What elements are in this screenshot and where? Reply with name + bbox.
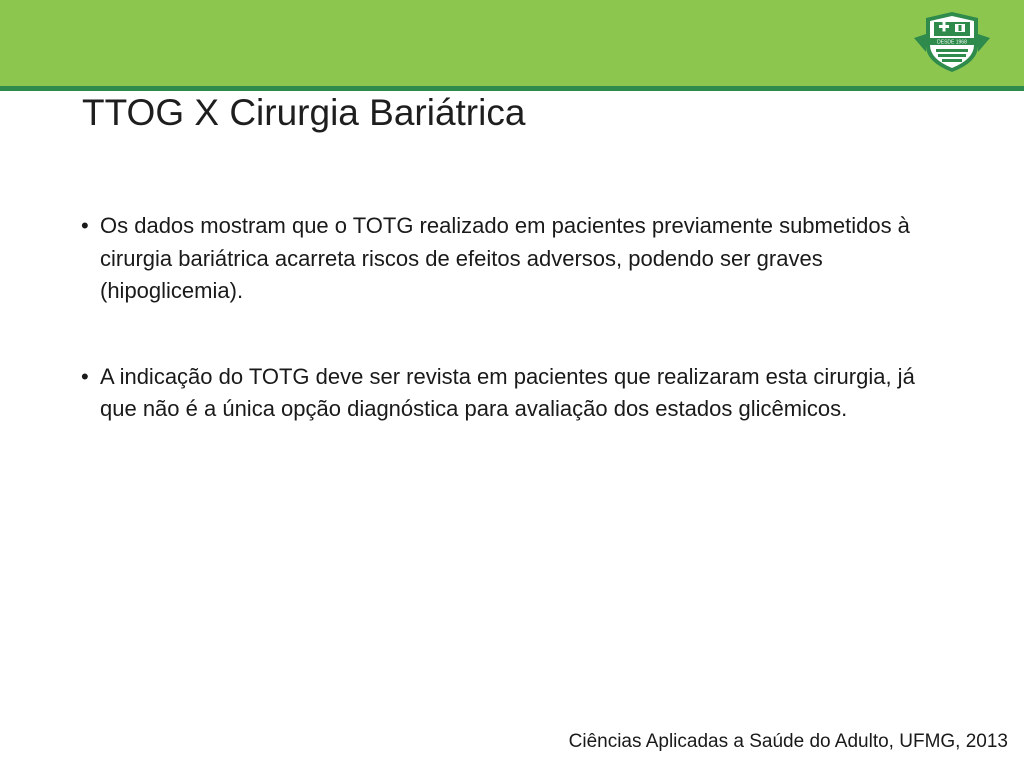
- logo-text: DESDE 1968: [937, 39, 967, 46]
- bullet-text: Os dados mostram que o TOTG realizado em pacientes previamente submetidos à cirurgia bariátrica acarreta riscos de efeitos adversos, podendo ser graves (hipoglicemia).: [100, 213, 910, 303]
- slide-title: TTOG X Cirurgia Bariátrica: [82, 92, 526, 133]
- slide-footer: Ciências Aplicadas a Saúde do Adulto, UFMG, 2013: [568, 731, 1008, 752]
- bullet-item: [78, 210, 938, 308]
- bullet-text: A indicação do TOTG deve ser revista em pacientes que realizaram esta cirurgia, já que não é a única opção diagnóstica para avaliação dos estados glicêmicos.: [100, 363, 915, 421]
- bullet-marker: •: [81, 213, 89, 238]
- bullet-list: [78, 210, 938, 479]
- header-stripe: [0, 86, 1024, 91]
- medical-shield-logo-icon: [912, 8, 992, 74]
- bullet-marker: •: [81, 363, 89, 389]
- bullet-item: [78, 361, 938, 426]
- header-band: [0, 0, 1024, 86]
